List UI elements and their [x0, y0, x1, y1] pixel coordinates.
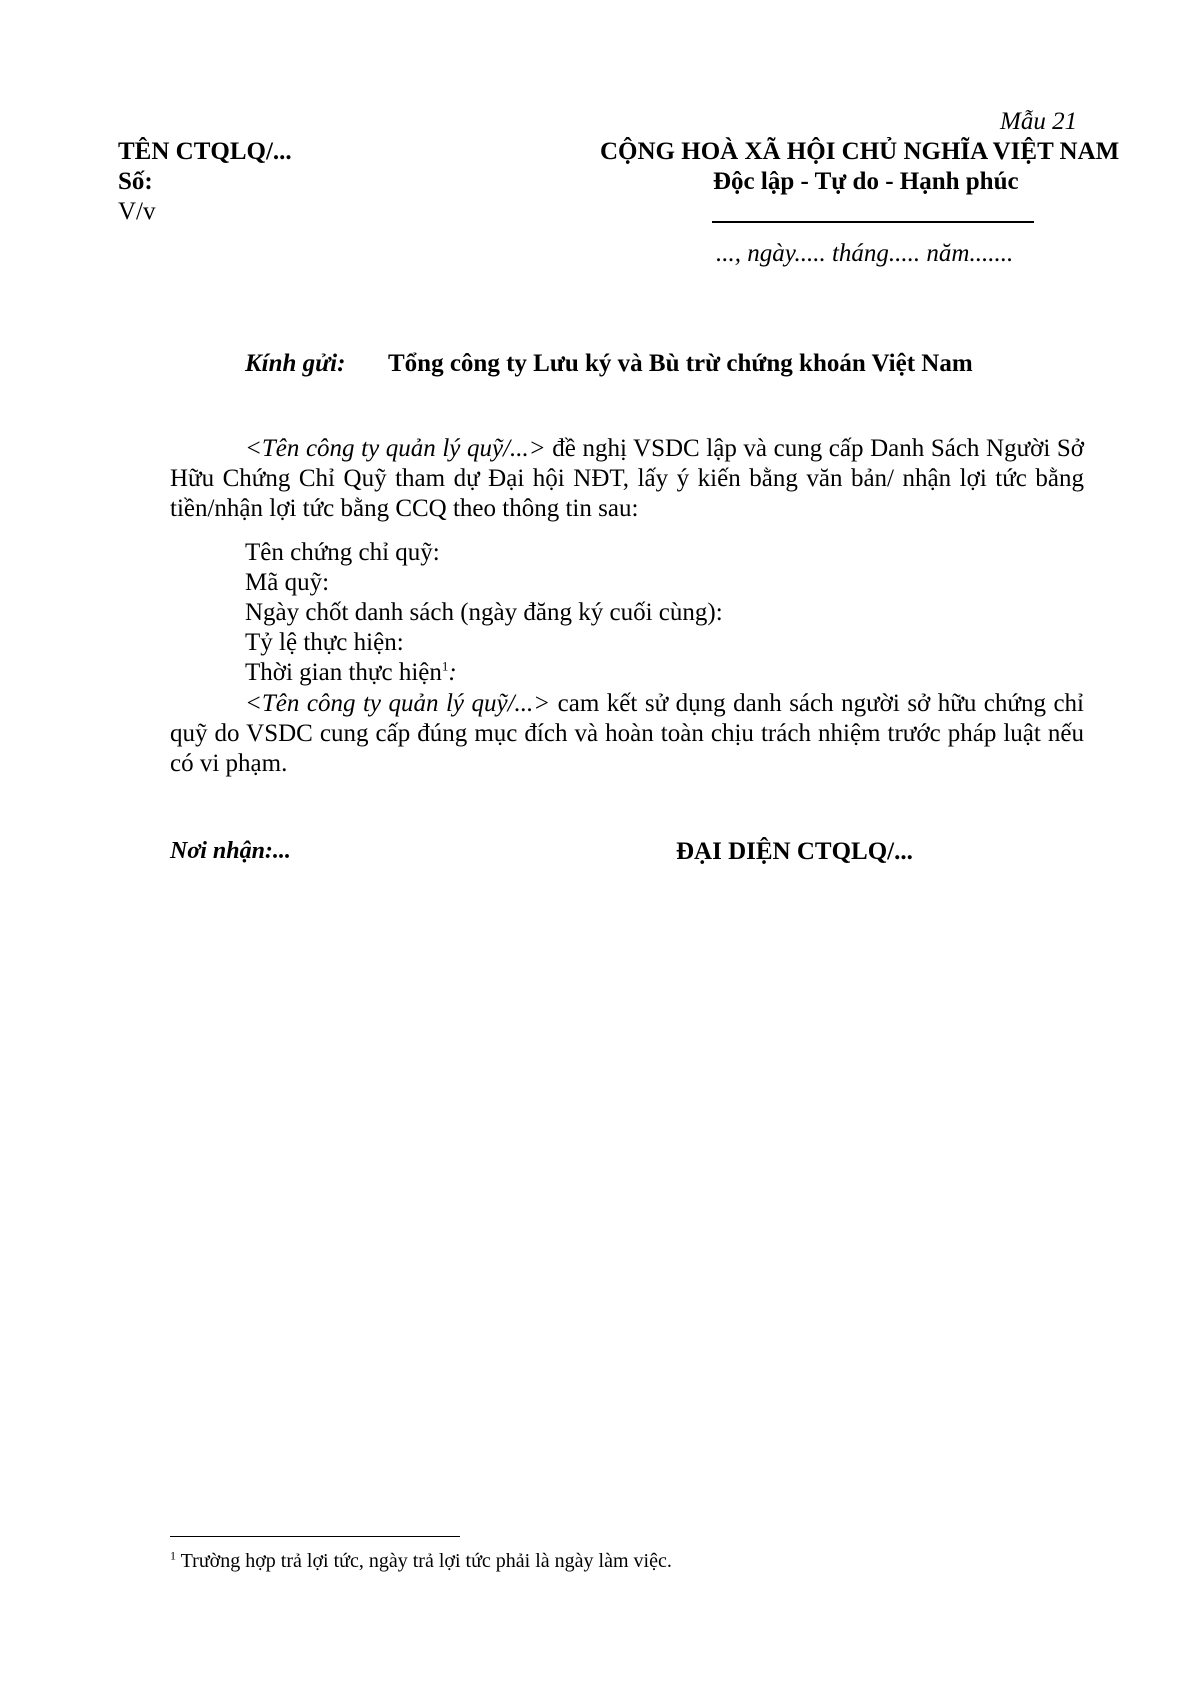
footnote-mark: 1 [170, 1548, 176, 1563]
field-execution-time-label: Thời gian thực hiện [245, 659, 442, 686]
field-record-date: Ngày chốt danh sách (ngày đăng ký cuối cùng): [245, 599, 723, 626]
signatory-title: ĐẠI DIỆN CTQLQ/... [676, 838, 913, 865]
field-certificate-name: Tên chứng chỉ quỹ: [245, 539, 440, 566]
org-name: TÊN CTQLQ/... [118, 138, 292, 165]
request-paragraph [170, 434, 1084, 524]
subject-label: V/v [118, 198, 156, 225]
national-motto: Độc lập - Tự do - Hạnh phúc [713, 168, 1019, 195]
request-text: đề nghị VSDC lập và cung cấp Danh Sách Người Sở Hữu Chứng Chỉ Quỹ tham dự Đại hội NĐT, lấy ý kiến bằng văn bản/ nhận lợi tức bằng tiền/nhận lợi tức bằng CCQ theo thông tin sau: [170, 435, 1084, 522]
footnote-separator [170, 1536, 460, 1537]
company-placeholder-2: <Tên công ty quản lý quỹ/...> [245, 690, 551, 717]
commitment-text: cam kết sử dụng danh sách người sở hữu chứng chỉ quỹ do VSDC cung cấp đúng mục đích và hoàn toàn chịu trách nhiệm trước pháp luật nếu có vi phạm. [170, 690, 1084, 777]
footnote [170, 1550, 672, 1573]
commitment-paragraph [170, 689, 1084, 779]
addressee-label: Kính gửi: [245, 350, 346, 377]
recipients-label: Nơi nhận:... [170, 838, 291, 864]
date-line: ..., ngày..... tháng..... năm....... [716, 240, 1014, 267]
footnote-reference: 1 [441, 658, 449, 674]
field-execution-time [245, 659, 457, 687]
field-fund-code: Mã quỹ: [245, 569, 330, 596]
field-execution-time-colon: : [448, 659, 457, 686]
field-ratio: Tỷ lệ thực hiện: [245, 629, 404, 656]
document-number-label: Số: [118, 168, 153, 195]
company-placeholder: <Tên công ty quản lý quỹ/...> [245, 435, 546, 462]
footnote-text: Trường hợp trả lợi tức, ngày trả lợi tức phải là ngày làm việc. [176, 1550, 672, 1572]
motto-underline [712, 221, 1034, 223]
form-number: Mẫu 21 [1000, 108, 1078, 135]
addressee-name: Tổng công ty Lưu ký và Bù trừ chứng khoán Việt Nam [388, 350, 973, 377]
nation-title: CỘNG HOÀ XÃ HỘI CHỦ NGHĨA VIỆT NAM [600, 138, 1120, 165]
